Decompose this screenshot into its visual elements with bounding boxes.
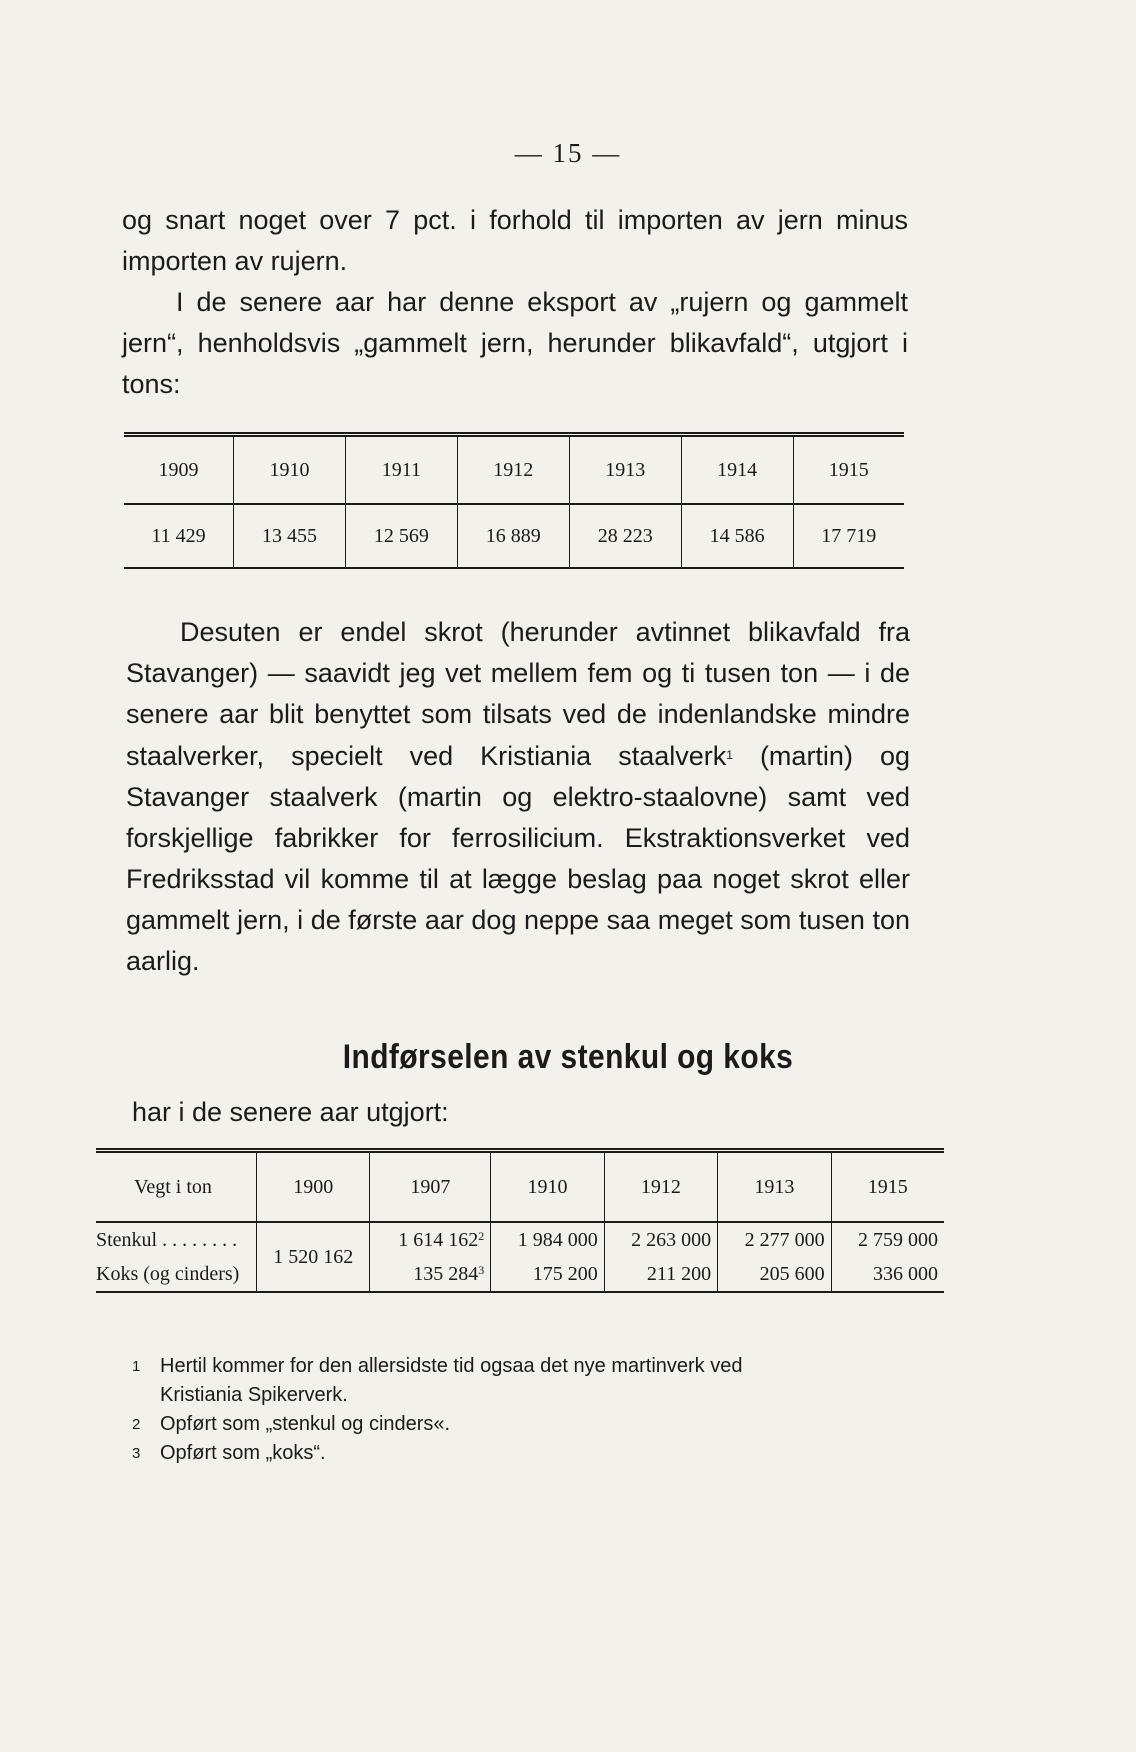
import-header-label: Vegt i ton (96, 1151, 257, 1223)
stenkul-value-cell: 2 263 000 (604, 1222, 717, 1257)
import-table (96, 1148, 944, 1293)
export-value-cell: 17 719 (793, 504, 904, 568)
paragraph-1: og snart noget over 7 pct. i forhold til importen av jern minus importen av rujern. (122, 205, 908, 276)
footnote-text: Opført som „stenkul og cinders«. (160, 1413, 451, 1435)
koks-value-cell: 336 000 (831, 1257, 944, 1292)
koks-value-cell: 211 200 (604, 1257, 717, 1292)
footnote-number: 2 (132, 1416, 141, 1433)
stenkul-value-cell: 1 984 000 (491, 1222, 604, 1257)
merged-1900-value: 1 520 162 (257, 1222, 370, 1292)
footnote-2 (132, 1410, 902, 1439)
export-year-cell: 1914 (681, 435, 793, 505)
text-block-2 (126, 612, 910, 982)
export-value-cell: 13 455 (234, 504, 346, 568)
row-label-koks: Koks (og cinders) (96, 1262, 240, 1285)
stenkul-1907-value: 1 614 162 (398, 1228, 479, 1251)
import-row-koks (96, 1257, 944, 1292)
import-year-cell: 1900 (257, 1151, 370, 1223)
export-value-cell: 16 889 (457, 504, 569, 568)
row-label-stenkul: Stenkul . . . . . . . . (96, 1228, 238, 1251)
paragraph-2: I de senere aar har denne eksport av „rujern og gammelt jern“, henholdsvis „gammelt jern, herunder blikavfald“, utgjort i tons: (122, 287, 908, 399)
stenkul-1907 (370, 1222, 491, 1257)
footnote-1-continued: Kristiania Spikerverk. (160, 1384, 348, 1406)
section-heading: Indførselen av stenkul og koks (342, 1038, 794, 1076)
import-year-cell: 1907 (370, 1151, 491, 1223)
export-year-cell: 1911 (345, 435, 457, 505)
export-year-cell: 1912 (457, 435, 569, 505)
paragraph-3-text: Desuten er endel skrot (herunder avtinnet blikavfald fra Stavanger) — saavidt jeg vet mellem fem og ti tusen ton — i de senere aar blit benyttet som tilsats ved de indenlandske mindre staalverker, specielt ved Kristiania staalverk (126, 617, 910, 771)
stenkul-value-cell: 2 277 000 (718, 1222, 831, 1257)
koks-1907-value: 135 284 (413, 1262, 479, 1285)
page-number: — 15 — (514, 138, 622, 168)
footnotes (132, 1352, 902, 1468)
koks-value-cell: 205 600 (718, 1257, 831, 1292)
footnote-text: Opført som „koks“. (160, 1442, 326, 1464)
export-year-cell: 1915 (793, 435, 904, 505)
export-value-cell: 12 569 (345, 504, 457, 568)
export-value-cell: 14 586 (681, 504, 793, 568)
export-year-cell: 1909 (124, 435, 234, 505)
koks-1907 (370, 1257, 491, 1292)
export-value-cell: 11 429 (151, 524, 206, 547)
stenkul-value-cell: 2 759 000 (831, 1222, 944, 1257)
import-row-stenkul (96, 1222, 944, 1257)
import-year-cell: 1913 (718, 1151, 831, 1223)
footnote-ref-2: 2 (478, 1228, 485, 1243)
section-subheading: har i de senere aar utgjort: (132, 1097, 449, 1127)
export-year-cell: 1913 (569, 435, 681, 505)
import-table-header-row (96, 1151, 944, 1223)
import-year-cell: 1910 (491, 1151, 604, 1223)
paragraph-3 (126, 612, 910, 982)
footnote-text: Hertil kommer for den allersidste tid ogsaa det nye martinverk ved (160, 1355, 743, 1377)
footnote-ref-1: 1 (726, 748, 733, 762)
import-year-cell: 1912 (604, 1151, 717, 1223)
export-value-cell: 28 223 (569, 504, 681, 568)
paragraph-3-rest: (martin) og Stavanger staalverk (martin og elektro-staalovne) samt ved forskjellige fabrikker for ferrosilicium. Ekstraktionsverket ved Fredriksstad vil komme til at lægge beslag paa noget skrot eller gammelt jern, i de første aar dog neppe saa meget som tusen ton aarlig. (126, 741, 910, 976)
footnote-ref-3: 3 (478, 1262, 485, 1277)
export-year-cell: 1910 (234, 435, 346, 505)
import-year-cell: 1915 (831, 1151, 944, 1223)
export-table-value-row (124, 504, 904, 568)
export-table-header-row (124, 435, 904, 505)
text-block-1 (122, 200, 908, 405)
footnote-3 (132, 1439, 902, 1468)
export-table (124, 432, 904, 569)
footnote-number: 3 (132, 1445, 141, 1462)
footnote-number: 1 (132, 1358, 141, 1375)
footnote-1 (132, 1352, 902, 1381)
koks-value-cell: 175 200 (491, 1257, 604, 1292)
